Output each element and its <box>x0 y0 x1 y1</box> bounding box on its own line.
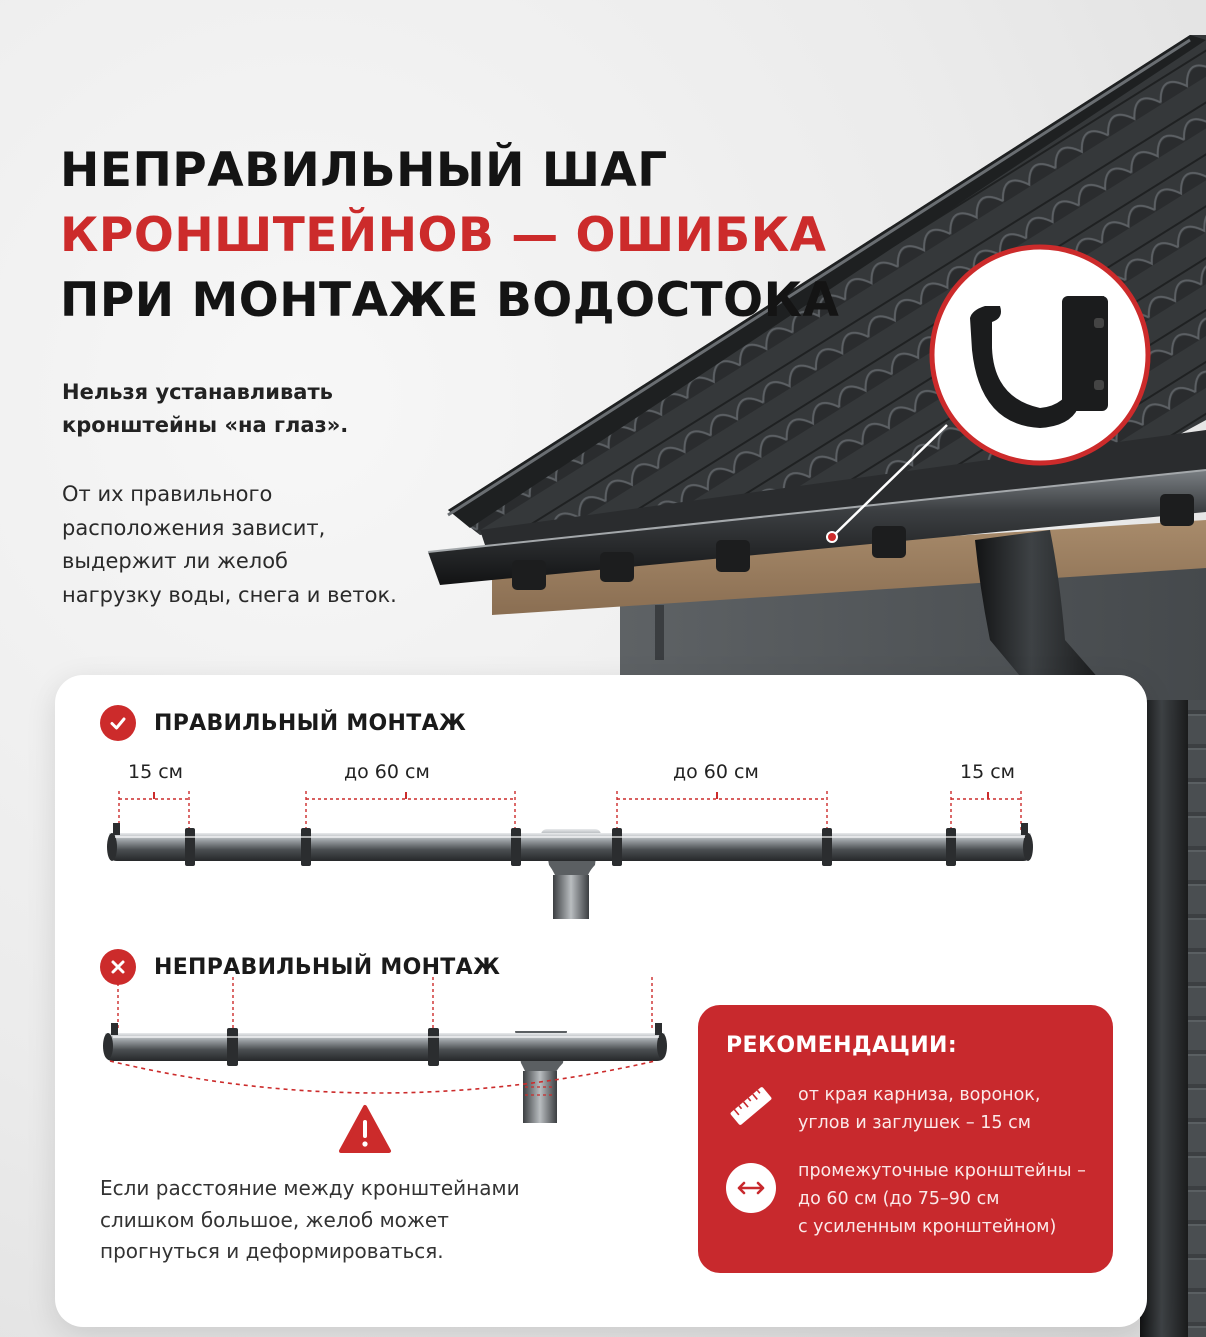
arrows-horizontal-icon <box>726 1163 776 1213</box>
description-line-4: нагрузку воды, снега и веток. <box>62 582 397 607</box>
recommendation-text-1 <box>798 1081 1040 1137</box>
incorrect-gutter-diagram <box>55 975 695 1175</box>
dim-mid-right-label: до 60 см <box>673 761 759 783</box>
ruler-icon <box>726 1081 776 1131</box>
recommendation-1-line-2: углов и заглушек – 15 см <box>798 1113 1031 1133</box>
recommendation-text-2 <box>798 1157 1086 1241</box>
dim-edge-left-label: 15 см <box>128 761 183 783</box>
recommendation-item-1 <box>726 1081 1040 1137</box>
description-line-2: расположения зависит, <box>62 515 326 540</box>
title-line-3: ПРИ МОНТАЖЕ ВОДОСТОКА <box>60 273 840 328</box>
lead-line-2: кронштейны «на глаз». <box>62 413 349 437</box>
description-line-3: выдержит ли желоб <box>62 549 289 573</box>
recommendation-2-line-1: промежуточные кронштейны – <box>798 1161 1086 1181</box>
recommendations-title: РЕКОМЕНДАЦИИ: <box>726 1033 958 1058</box>
warning-line-2: слишком большое, желоб может <box>100 1207 449 1232</box>
dim-edge-right-label: 15 см <box>960 761 1015 783</box>
recommendation-1-line-1: от края карниза, воронок, <box>798 1085 1041 1105</box>
lead-line-1: Нельзя устанавливать <box>62 380 333 404</box>
lead-text <box>62 376 348 442</box>
page-title <box>60 138 839 333</box>
incorrect-section-title: НЕПРАВИЛЬНЫЙ МОНТАЖ <box>154 954 501 980</box>
description-text <box>62 478 397 612</box>
installation-card <box>55 675 1147 1327</box>
warning-line-3: прогнуться и деформироваться. <box>100 1239 444 1263</box>
recommendation-2-line-2: до 60 см (до 75–90 см <box>798 1189 1000 1209</box>
correct-gutter-diagram <box>55 675 1147 975</box>
recommendation-2-line-3: с усиленным кронштейном) <box>798 1217 1057 1237</box>
title-line-2: КРОНШТЕЙНОВ — ОШИБКА <box>60 208 827 263</box>
dim-mid-left-label: до 60 см <box>344 761 430 783</box>
recommendations-panel <box>698 1005 1113 1273</box>
correct-section-title: ПРАВИЛЬНЫЙ МОНТАЖ <box>154 710 467 736</box>
warning-line-1: Если расстояние между кронштейнами <box>100 1176 520 1200</box>
description-line-1: От их правильного <box>62 482 273 506</box>
recommendation-item-2 <box>726 1157 1086 1241</box>
title-line-1: НЕПРАВИЛЬНЫЙ ШАГ <box>60 143 668 198</box>
warning-text <box>100 1173 520 1268</box>
warning-icon <box>341 1107 389 1151</box>
